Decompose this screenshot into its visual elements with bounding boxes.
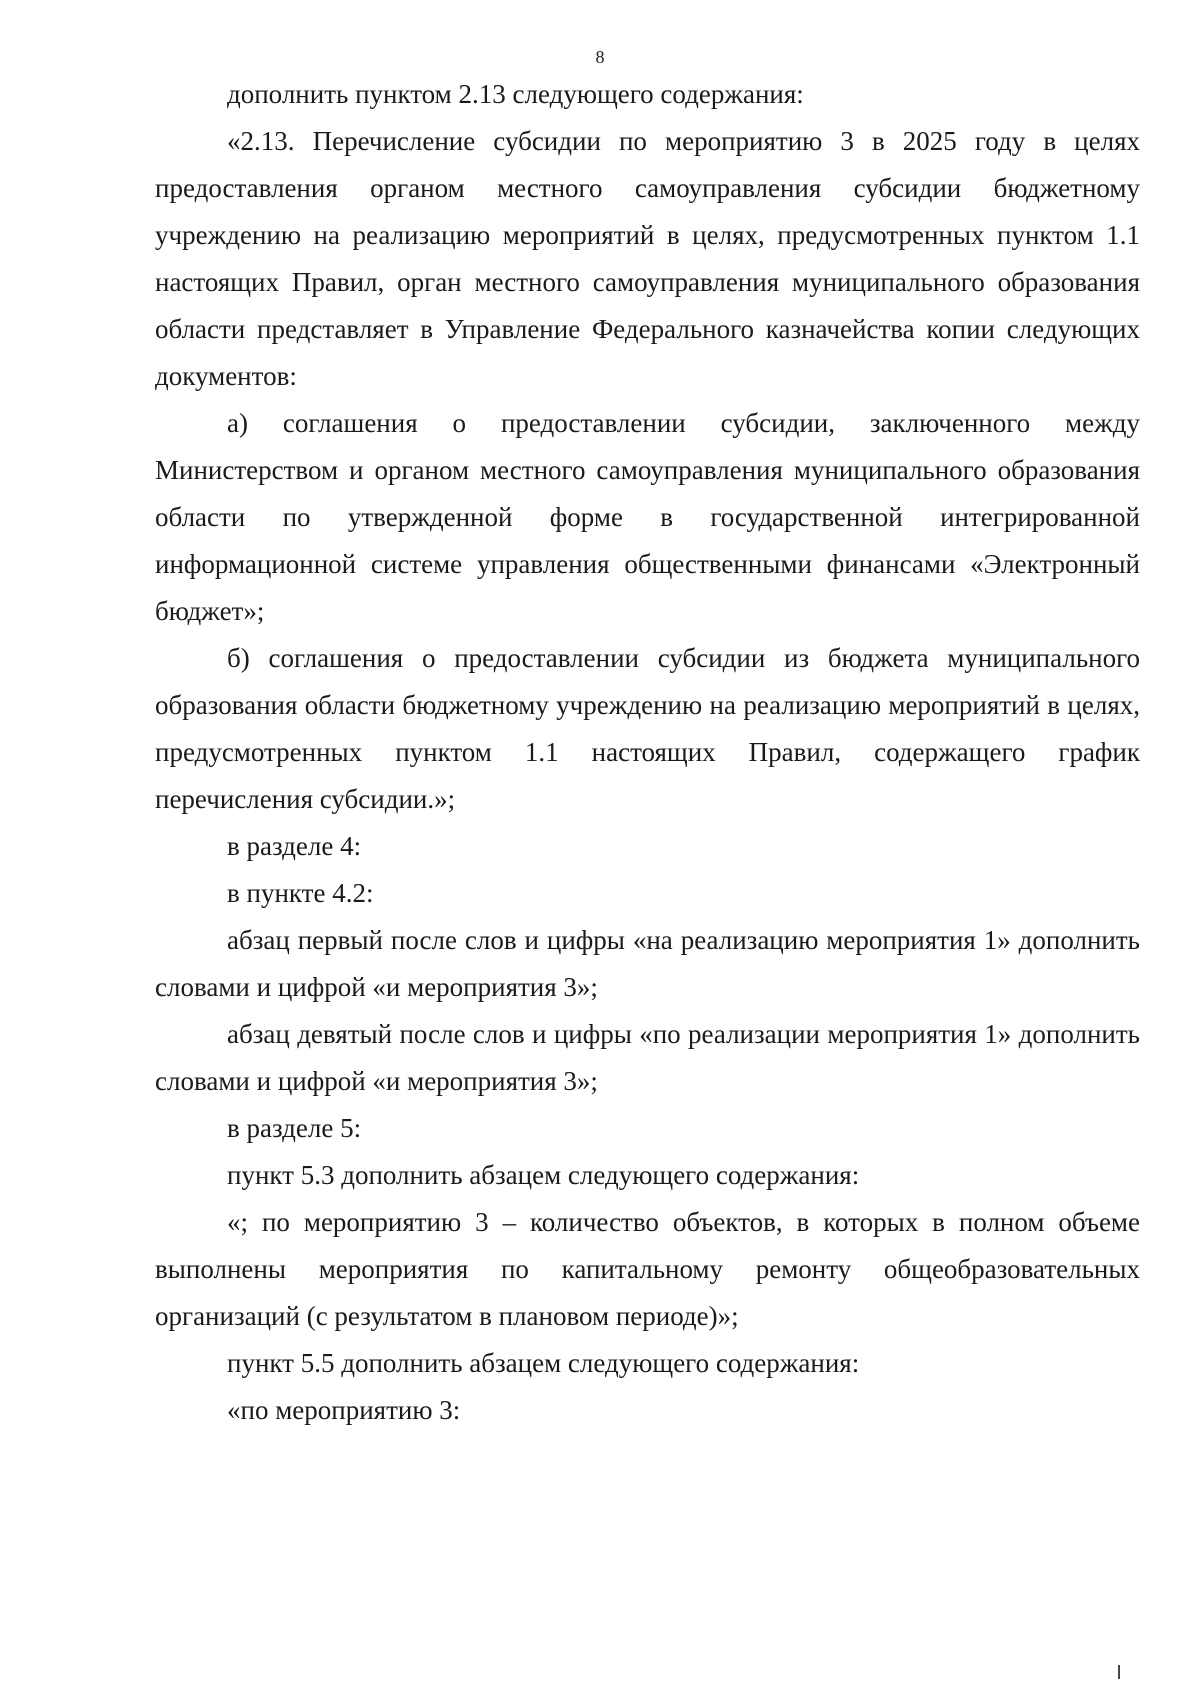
paragraph-item-a: а) соглашения о предоставлении субсидии, заключенного между Министерством и органом местного самоуправления муниципального образования области по утвержденной форме в государственной интегрированной информационной системе управления общественными финансами «Электронный бюджет»; — [155, 408, 1140, 626]
paragraph-item-b: б) соглашения о предоставлении субсидии из бюджета муниципального образования области бюджетному учреждению на реализацию мероприятий в целях, предусмотренных пунктом 1.1 настоящих Правил, содержащего график перечисления субсидии.»; — [155, 643, 1140, 814]
paragraph-measure-3-start: «по мероприятию 3: — [227, 1395, 461, 1425]
paragraph-point-5-5: пункт 5.5 дополнить абзацем следующего содержания: — [227, 1348, 860, 1378]
paragraph-ninth-abzac: абзац девятый после слов и цифры «по реализации мероприятия 1» дополнить словами и цифрой «и мероприятия 3»; — [155, 1019, 1140, 1096]
scan-mark — [1118, 1665, 1120, 1679]
paragraph-first-abzac: абзац первый после слов и цифры «на реализацию мероприятия 1» дополнить словами и цифрой «и мероприятия 3»; — [155, 925, 1140, 1002]
document-body — [155, 71, 1140, 1434]
paragraph-measure-3-quote: «; по мероприятию 3 – количество объектов, в которых в полном объеме выполнены мероприятия по капитальному ремонту общеобразовательных организаций (с результатом в плановом периоде)»; — [155, 1207, 1140, 1331]
paragraph-clause-2-13: «2.13. Перечисление субсидии по мероприятию 3 в 2025 году в целях предоставления органом местного самоуправления субсидии бюджетному учреждению на реализацию мероприятий в целях, предусмотренных пунктом 1.1 настоящих Правил, орган местного самоуправления муниципального образования области представляет в Управление Федерального казначейства копии следующих документов: — [155, 126, 1140, 391]
paragraph-point-5-3: пункт 5.3 дополнить абзацем следующего содержания: — [227, 1160, 860, 1190]
paragraph-point-4-2: в пункте 4.2: — [227, 878, 374, 908]
page-number: 8 — [595, 47, 605, 67]
paragraph-intro: дополнить пунктом 2.13 следующего содержания: — [227, 79, 804, 109]
paragraph-section-5: в разделе 5: — [227, 1113, 362, 1143]
paragraph-section-4: в разделе 4: — [227, 831, 362, 861]
